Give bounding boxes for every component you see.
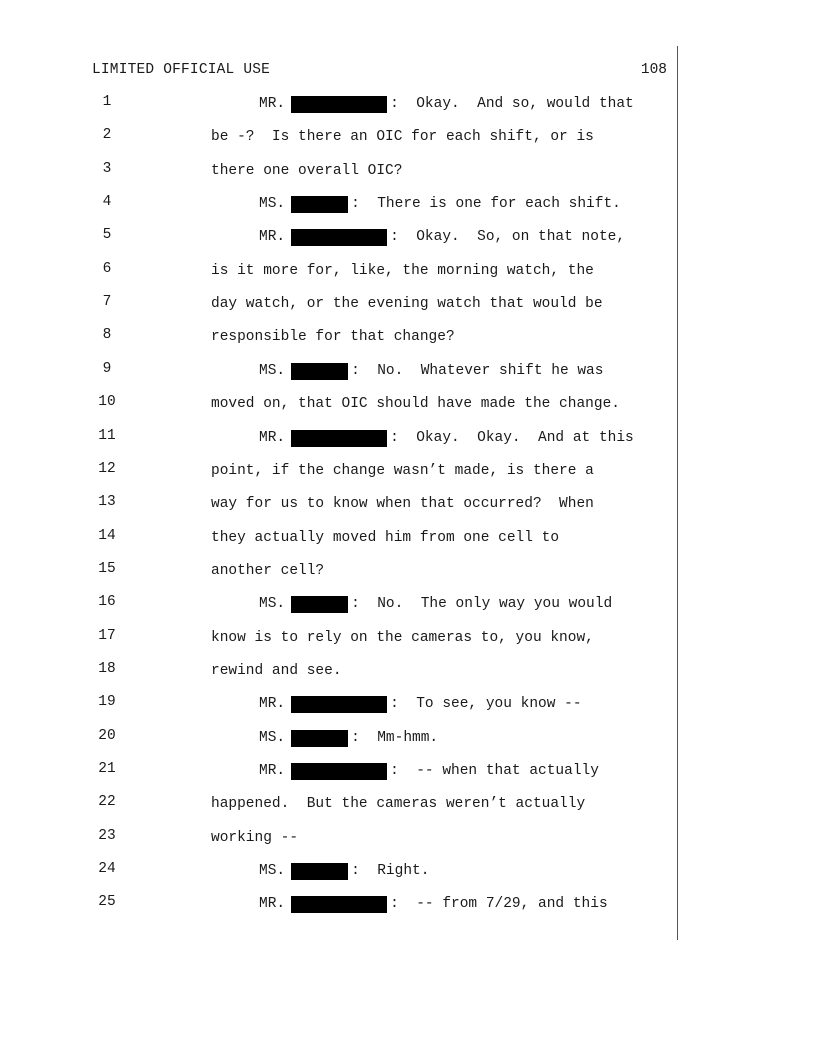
transcript-line <box>0 194 676 214</box>
redaction-box <box>291 96 387 113</box>
transcript-line <box>0 161 676 181</box>
redaction-box <box>291 896 387 913</box>
speech-text: : Right. <box>351 863 430 879</box>
line-number: 15 <box>98 561 116 577</box>
continuation-text: know is to rely on the cameras to, you know, <box>211 630 594 646</box>
line-number: 14 <box>98 528 116 544</box>
line-number: 5 <box>102 227 112 243</box>
speaker-title: MR. <box>259 763 286 779</box>
classification-header: LIMITED OFFICIAL USE <box>92 62 271 78</box>
continuation-text: be -? Is there an OIC for each shift, or is <box>211 129 594 145</box>
line-number: 19 <box>98 694 116 710</box>
line-number: 1 <box>102 94 112 110</box>
speaker-line <box>259 428 634 448</box>
line-number: 10 <box>98 394 116 410</box>
speaker-title: MS. <box>259 730 286 746</box>
transcript-line <box>0 894 676 914</box>
continuation-text: happened. But the cameras weren’t actually <box>211 796 586 812</box>
line-number: 20 <box>98 728 116 744</box>
speech-text: : No. The only way you would <box>351 596 613 612</box>
transcript-line <box>0 94 676 114</box>
transcript-line <box>0 761 676 781</box>
line-number: 22 <box>98 794 116 810</box>
transcript-line <box>0 361 676 381</box>
line-number: 23 <box>98 828 116 844</box>
speaker-line <box>259 361 603 381</box>
transcript-line <box>0 694 676 714</box>
speaker-title: MR. <box>259 696 286 712</box>
transcript-line <box>0 528 676 548</box>
line-number: 9 <box>102 361 112 377</box>
speech-text: : Okay. And so, would that <box>390 96 634 112</box>
continuation-text: they actually moved him from one cell to <box>211 530 560 546</box>
speaker-line <box>259 694 582 714</box>
line-number: 7 <box>102 294 112 310</box>
speaker-line <box>259 861 429 881</box>
speaker-title: MS. <box>259 863 286 879</box>
transcript-line <box>0 594 676 614</box>
line-number: 24 <box>98 861 116 877</box>
redaction-box <box>291 229 387 246</box>
continuation-text: point, if the change wasn’t made, is there a <box>211 463 594 479</box>
speaker-title: MR. <box>259 896 286 912</box>
transcript-line <box>0 661 676 681</box>
transcript-line <box>0 628 676 648</box>
speaker-title: MS. <box>259 596 286 612</box>
transcript-line <box>0 227 676 247</box>
speaker-title: MS. <box>259 196 286 212</box>
continuation-text: responsible for that change? <box>211 329 455 345</box>
line-number: 12 <box>98 461 116 477</box>
speaker-line <box>259 227 625 247</box>
continuation-text: working -- <box>211 830 299 846</box>
redaction-box <box>291 430 387 447</box>
redaction-box <box>291 363 348 380</box>
line-number: 8 <box>102 327 112 343</box>
line-number: 2 <box>102 127 112 143</box>
line-number: 4 <box>102 194 112 210</box>
transcript-line <box>0 461 676 481</box>
speech-text: : -- when that actually <box>390 763 599 779</box>
speaker-title: MS. <box>259 363 286 379</box>
transcript-line <box>0 261 676 281</box>
transcript-line <box>0 728 676 748</box>
continuation-text: there one overall OIC? <box>211 163 403 179</box>
continuation-text: moved on, that OIC should have made the change. <box>211 396 620 412</box>
speaker-line <box>259 894 608 914</box>
speaker-title: MR. <box>259 430 286 446</box>
speaker-line <box>259 728 438 748</box>
line-number: 25 <box>98 894 116 910</box>
line-number: 6 <box>102 261 112 277</box>
line-number: 17 <box>98 628 116 644</box>
line-number: 13 <box>98 494 116 510</box>
transcript-line <box>0 127 676 147</box>
redaction-box <box>291 763 387 780</box>
speaker-line <box>259 761 599 781</box>
speech-text: : Okay. So, on that note, <box>390 229 626 245</box>
continuation-text: is it more for, like, the morning watch, the <box>211 263 594 279</box>
speech-text: : There is one for each shift. <box>351 196 621 212</box>
speaker-line <box>259 94 634 114</box>
page-number: 108 <box>640 62 667 78</box>
redaction-box <box>291 863 348 880</box>
redaction-box <box>291 596 348 613</box>
speaker-title: MR. <box>259 229 286 245</box>
speaker-line <box>259 194 621 214</box>
continuation-text: another cell? <box>211 563 325 579</box>
continuation-text: day watch, or the evening watch that would be <box>211 296 603 312</box>
line-number: 16 <box>98 594 116 610</box>
speech-text: : No. Whatever shift he was <box>351 363 604 379</box>
speech-text: : Mm-hmm. <box>351 730 439 746</box>
transcript-line <box>0 828 676 848</box>
speaker-title: MR. <box>259 96 286 112</box>
continuation-text: way for us to know when that occurred? When <box>211 496 594 512</box>
right-margin-rule <box>677 46 678 940</box>
transcript-line <box>0 327 676 347</box>
redaction-box <box>291 196 348 213</box>
speech-text: : To see, you know -- <box>390 696 582 712</box>
transcript-line <box>0 794 676 814</box>
speech-text: : -- from 7/29, and this <box>390 896 608 912</box>
continuation-text: rewind and see. <box>211 663 342 679</box>
transcript-line <box>0 494 676 514</box>
redaction-box <box>291 730 348 747</box>
line-number: 11 <box>98 428 116 444</box>
line-number: 18 <box>98 661 116 677</box>
speech-text: : Okay. Okay. And at this <box>390 430 634 446</box>
transcript-line <box>0 861 676 881</box>
transcript-line <box>0 394 676 414</box>
line-number: 3 <box>102 161 112 177</box>
transcript-line <box>0 294 676 314</box>
transcript-line <box>0 561 676 581</box>
redaction-box <box>291 696 387 713</box>
line-number: 21 <box>98 761 116 777</box>
speaker-line <box>259 594 612 614</box>
transcript-line <box>0 428 676 448</box>
